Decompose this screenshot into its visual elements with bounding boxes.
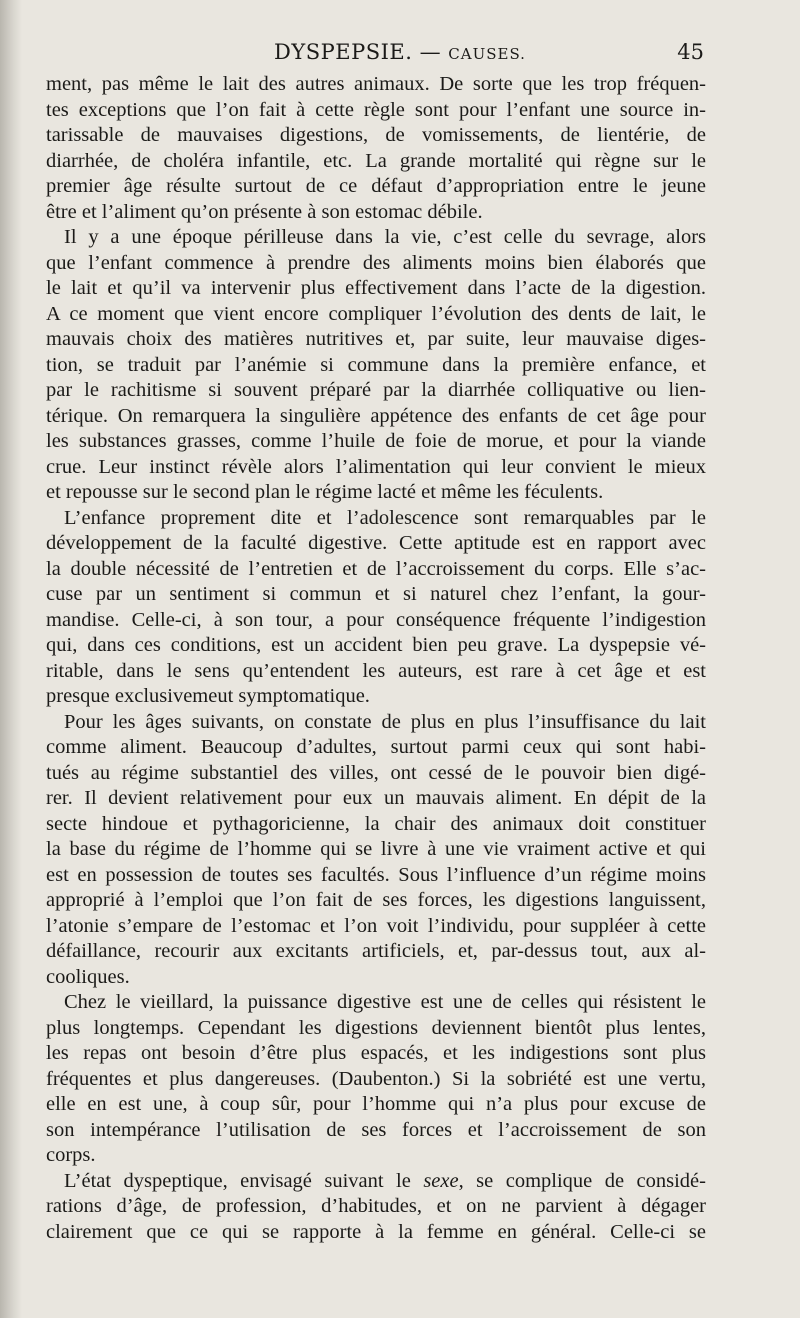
text-line: mauvais choix des matières nutritives et, par suite, leur mauvaise diges- bbox=[46, 328, 706, 350]
text-line: tes exceptions que l’on fait à cette règle sont pour l’enfant une source in- bbox=[46, 98, 706, 121]
text-line: et repousse sur le second plan le régime lacté et même les féculents. bbox=[46, 481, 604, 503]
running-title-separator: — bbox=[412, 40, 449, 64]
text-line: est en possession de toutes ses facultés. Sous l’influence d’un régime moins bbox=[46, 863, 706, 886]
page-text bbox=[46, 72, 706, 1245]
text-line: la base du régime de l’homme qui se livre à une vie vraiment active et qui bbox=[46, 838, 706, 860]
text-line: développement de la faculté digestive. Cette aptitude est en rapport avec bbox=[46, 532, 706, 554]
text-line: crue. Leur instinct révèle alors l’alimentation qui leur convient le mieux bbox=[46, 455, 706, 478]
text-line: défaillance, recourir aux excitants artificiels, et, par-dessus tout, aux al- bbox=[46, 940, 706, 962]
text-line: ment, pas même le lait des autres animaux. De sorte que les trop fréquen- bbox=[46, 73, 706, 95]
text-line: les repas ont besoin d’être plus espacés, et les indigestions sont plus bbox=[46, 1042, 706, 1064]
text-line: presque exclusivemeut symptomatique. bbox=[46, 685, 370, 707]
text-line: térique. On remarquera la singulière appétence des enfants de cet âge pour bbox=[46, 404, 706, 427]
text-line: tarissable de mauvaises digestions, de vomissements, de lientérie, de bbox=[46, 124, 706, 146]
italic-word: sexe bbox=[423, 1169, 459, 1192]
text-line bbox=[46, 1169, 706, 1195]
text-line: secte hindoue et pythagoricienne, la chair des animaux doit constituer bbox=[46, 812, 706, 835]
running-head bbox=[0, 40, 800, 70]
page-edge-shadow bbox=[0, 0, 22, 1318]
running-title-main: DYSPEPSIE. bbox=[274, 40, 413, 64]
text-line: L’enfance proprement dite et l’adolescence sont remarquables par le bbox=[64, 506, 706, 529]
text-fragment: , se complique de considé- bbox=[458, 1169, 706, 1192]
text-line: elle en est une, à coup sûr, pour l’homme qui n’a plus pour excuse de bbox=[46, 1093, 706, 1115]
text-line: A ce moment que vient encore compliquer l’évolution des dents de lait, le bbox=[46, 302, 706, 325]
text-line: les substances grasses, comme l’huile de foie de morue, et pour la viande bbox=[46, 430, 706, 452]
text-line: tués au régime substantiel des villes, ont cessé de le pouvoir bien digé- bbox=[46, 761, 706, 784]
text-line: tion, se traduit par l’anémie si commune dans la première enfance, et bbox=[46, 353, 706, 376]
text-line: corps. bbox=[46, 1144, 96, 1166]
text-line: l’atonie s’empare de l’estomac et l’on voit l’individu, pour suppléer à cette bbox=[46, 914, 706, 937]
text-line: rations d’âge, de profession, d’habitudes, et on ne parvient à dégager bbox=[46, 1195, 706, 1217]
text-line: être et l’aliment qu’on présente à son estomac débile. bbox=[46, 200, 483, 223]
text-line: la double nécessité de l’entretien et de l’accroissement du corps. Elle s’ac- bbox=[46, 557, 706, 580]
text-line: Pour les âges suivants, on constate de plus en plus l’insuffisance du lait bbox=[64, 710, 706, 733]
text-line: premier âge résulte surtout de ce défaut d’appropriation entre le jeune bbox=[46, 175, 706, 197]
page-number: 45 bbox=[677, 40, 704, 64]
text-line: le lait et qu’il va intervenir plus effectivement dans l’acte de la digestion. bbox=[46, 277, 706, 299]
text-line: ritable, dans le sens qu’entendent les auteurs, est rare à cet âge et est bbox=[46, 659, 706, 682]
text-line: plus longtemps. Cependant les digestions deviennent bientôt plus lentes, bbox=[46, 1016, 706, 1039]
text-line: approprié à l’emploi que l’on fait de ses forces, les digestions languissent, bbox=[46, 889, 706, 911]
text-line: rer. Il devient relativement pour eux un mauvais aliment. En dépit de la bbox=[46, 787, 706, 809]
text-line: mandise. Celle-ci, à son tour, a pour conséquence fréquente l’indigestion bbox=[46, 608, 706, 631]
text-line: cuse par un sentiment si commun et si naturel chez l’enfant, la gour- bbox=[46, 583, 706, 605]
running-title-sub: CAUSES. bbox=[448, 45, 526, 63]
text-line: fréquentes et plus dangereuses. (Daubenton.) Si la sobriété est une vertu, bbox=[46, 1067, 706, 1090]
text-fragment: L’état dyspeptique, envisagé suivant le bbox=[64, 1169, 424, 1192]
text-line: son intempérance l’utilisation de ses forces et l’accroissement de son bbox=[46, 1118, 706, 1141]
text-line: comme aliment. Beaucoup d’adultes, surtout parmi ceux qui sont habi- bbox=[46, 736, 706, 758]
text-line: par le rachitisme si souvent préparé par la diarrhée colliquative ou lien- bbox=[46, 379, 706, 401]
text-line: cooliques. bbox=[46, 965, 130, 988]
text-line: clairement que ce qui se rapporte à la femme en général. Celle-ci se bbox=[46, 1220, 706, 1243]
text-line: Il y a une époque périlleuse dans la vie, c’est celle du sevrage, alors bbox=[64, 226, 706, 248]
text-line: Chez le vieillard, la puissance digestive est une de celles qui résistent le bbox=[64, 991, 706, 1013]
text-line: que l’enfant commence à prendre des aliments moins bien élaborés que bbox=[46, 251, 706, 274]
text-line: diarrhée, de choléra infantile, etc. La grande mortalité qui règne sur le bbox=[46, 149, 706, 172]
text-line: qui, dans ces conditions, est un accident bien peu grave. La dyspepsie vé- bbox=[46, 634, 706, 656]
